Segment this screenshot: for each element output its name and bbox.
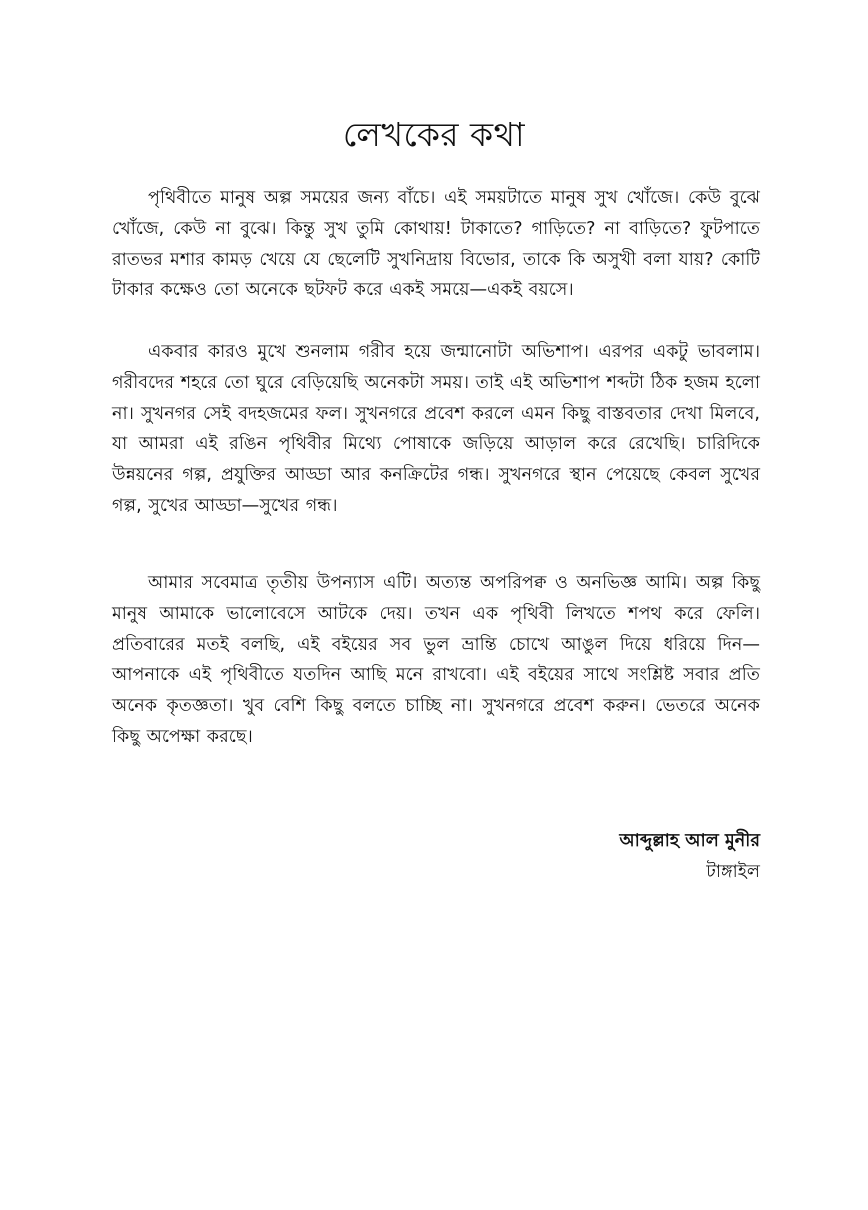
signature-block	[619, 826, 760, 888]
paragraph-1: পৃথিবীতে মানুষ অল্প সময়ের জন্য বাঁচে। এই সময়টাতে মানুষ সুখ খোঁজে। কেউ বুঝে খোঁজে, কেউ না বুঝে। কিন্তু সুখ তুমি কোথায়! টাকাতে? গাড়িতে? না বাড়িতে? ফুটপাতে রাতভর মশার কামড় খেয়ে যে ছেলেটি সুখনিদ্রায় বিভোর, তাকে কি অসুখী বলা যায়? কোটি টাকার কক্ষেও তো অনেকে ছটফট করে একই সময়ে—একই বয়সে।	[112, 188, 760, 301]
author-place: টাঙ্গাইল	[706, 862, 760, 882]
paragraph-3: আমার সবেমাত্র তৃতীয় উপন্যাস এটি। অত্যন্ত অপরিপক্ব ও অনভিজ্ঞ আমি। অল্প কিছু মানুষ আমাকে ভালোবেসে আটকে দেয়। তখন এক পৃথিবী লিখতে শপথ করে ফেলি। প্রতিবারের মতই বলছি, এই বইয়ের সব ভুল ভ্রান্তি চোখে আঙুল দিয়ে ধরিয়ে দিন—আপনাকে এই পৃথিবীতে যতদিন আছি মনে রাখবো। এই বইয়ের সাথে সংশ্লিষ্ট সবার প্রতি অনেক কৃতজ্ঞতা। খুব বেশি কিছু বলতে চাচ্ছি না। সুখনগরে প্রবেশ করুন। ভেতরে অনেক কিছু অপেক্ষা করছে।	[112, 573, 760, 747]
paragraph-2: একবার কারও মুখে শুনলাম গরীব হয়ে জন্মানোটা অভিশাপ। এরপর একটু ভাবলাম। গরীবদের শহরে তো ঘুরে বেড়িয়েছি অনেকটা সময়। তাই এই অভিশাপ শব্দটা ঠিক হজম হলো না। সুখনগর সেই বদহজমের ফল। সুখনগরে প্রবেশ করলে এমন কিছু বাস্তবতার দেখা মিলবে, যা আমরা এই রঙিন পৃথিবীর মিথ্যে পোষাকে জড়িয়ে আড়াল করে রেখেছি। চারিদিকে উন্নয়নের গল্প, প্রযুক্তির আড্ডা আর কনক্রিটের গন্ধ। সুখনগরে স্থান পেয়েছে কেবল সুখের গল্প, সুখের আড্ডা—সুখের গন্ধ।	[112, 342, 760, 516]
author-name: আব্দুল্লাহ আল মুনীর	[619, 831, 760, 851]
page-title: লেখকের কথা	[342, 115, 526, 154]
